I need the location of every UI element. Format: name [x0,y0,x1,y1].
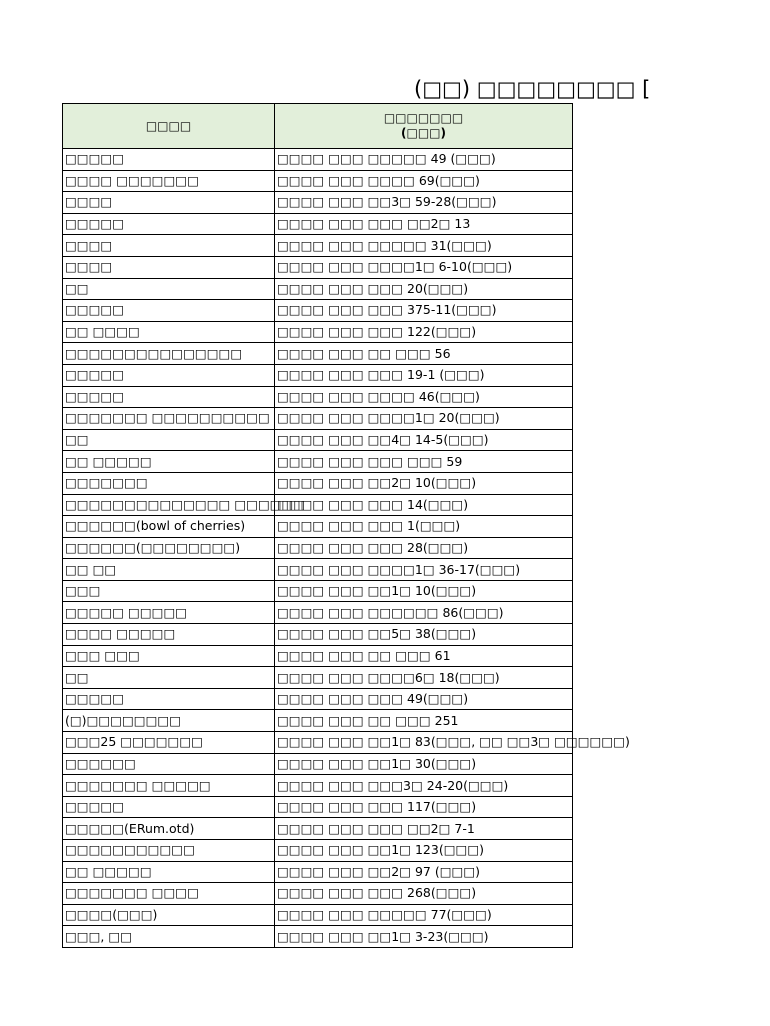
address-cell: □□□□ □□□ □□□□1□ 20(□□□) [275,408,573,430]
table-row [63,321,573,343]
store-name-cell: □□ [63,278,275,300]
store-name-cell: □□□□□ [63,364,275,386]
store-name-cell: □□□□□□□□□□□□□□□ [63,343,275,365]
table-row [63,667,573,689]
address-cell: □□□□ □□□ □□□□□ 77(□□□) [275,904,573,926]
store-name-cell: □□□□□□□□□□□ [63,840,275,862]
table-row [63,429,573,451]
address-cell: □□□□ □□□ □□□□ 46(□□□) [275,386,573,408]
address-cell: □□□□ □□□ □□ □□□ 61 [275,645,573,667]
table-body [63,149,630,948]
address-cell: □□□□ □□□ □□□ 268(□□□) [275,883,573,905]
address-cell: □□□□ □□□ □□□ 19-1 (□□□) [275,364,573,386]
store-name-cell: □□□□□ [63,213,275,235]
table-row [63,926,573,948]
table-row [63,710,573,732]
address-cell: □□□□ □□□ □□□ 375-11(□□□) [275,300,573,322]
store-name-cell: □□ □□□□□ [63,451,275,473]
address-cell: □□□□ □□□ □□□ 122(□□□) [275,321,573,343]
column-header-address-line2: (□□□) [401,126,446,140]
table-row [63,775,573,797]
address-cell: □□□□ □□□ □□□ □□□ 59 [275,451,573,473]
table-row [63,343,573,365]
store-name-cell: □□ [63,429,275,451]
store-name-cell: □□□□□□(bowl of cherries) [63,516,275,538]
table-row [63,796,573,818]
store-name-cell: □□□□□(ERum.otd) [63,818,275,840]
table-row [63,516,573,538]
store-name-cell: □□ □□ [63,559,275,581]
store-name-cell: □□ □□□□ [63,321,275,343]
table-row [63,149,573,171]
address-cell: □□□□ □□□ □□1□ 123(□□□) [275,840,573,862]
store-name-cell: □□ [63,667,275,689]
address-cell: □□□□ □□□ □□ □□□ 251 [275,710,573,732]
table-row [63,494,573,516]
table-row [63,408,573,430]
address-cell: □□□□ □□□ □□1□ 10(□□□) [275,580,573,602]
table-row [63,732,573,754]
store-name-cell: □□□□□□□□□□□□□□ □□□□□□ [63,494,275,516]
table-row [63,624,573,646]
address-cell: □□□□ □□□ □□□□□□ 86(□□□) [275,602,573,624]
store-name-cell: □□□□□ [63,300,275,322]
address-cell: □□□□ □□□ □□1□ 83(□□□, □□ □□3□ □□□□□□) [275,732,573,754]
store-name-cell: (□)□□□□□□□□ [63,710,275,732]
address-cell: □□□□ □□□ □□□ □□2□ 13 [275,213,573,235]
table-row [63,364,573,386]
address-cell: □□□□ □□□ □□□ 28(□□□) [275,537,573,559]
address-cell: □□□□ □□□ □□5□ 38(□□□) [275,624,573,646]
column-header-name: □□□□ [63,104,275,149]
store-name-cell: □□□□□ [63,688,275,710]
table-row [63,192,573,214]
column-header-address-line1: □□□□□□□ [383,111,464,125]
table-row [63,300,573,322]
table-row [63,580,573,602]
address-cell: □□□□ □□□ □□□ □□2□ 7-1 [275,818,573,840]
store-name-cell: □□□ □□□ [63,645,275,667]
store-name-cell: □□□□ □□□□□□□ [63,170,275,192]
store-name-cell: □□□25 □□□□□□□ [63,732,275,754]
address-cell: □□□□ □□□ □□4□ 14-5(□□□) [275,429,573,451]
page-title: (□□) □□□□□□□□ [ [414,77,651,101]
store-name-cell: □□ □□□□□ [63,861,275,883]
table-row [63,602,573,624]
store-name-cell: □□□□ [63,256,275,278]
table-row [63,688,573,710]
table-row [63,278,573,300]
store-name-cell: □□□□□ [63,386,275,408]
store-name-cell: □□□□□ [63,796,275,818]
table-row [63,559,573,581]
store-name-cell: □□□□ □□□□□ [63,624,275,646]
table-row [63,170,573,192]
address-cell: □□□□ □□□ □□□ 20(□□□) [275,278,573,300]
table-row [63,235,573,257]
table-row [63,645,573,667]
table-row [63,818,573,840]
table-header-row [63,104,573,149]
address-cell: □□□□ □□□ □□3□ 59-28(□□□) [275,192,573,214]
store-name-cell: □□□, □□ [63,926,275,948]
address-cell: □□□□ □□□ □□□□1□ 36-17(□□□) [275,559,573,581]
store-name-cell: □□□□ [63,235,275,257]
store-name-cell: □□□□□□□ [63,472,275,494]
store-name-cell: □□□□□ [63,149,275,171]
table-row [63,213,573,235]
store-table [62,103,630,948]
store-name-cell: □□□□□□ [63,753,275,775]
address-cell: □□□□ □□□ □□□ 1(□□□) [275,516,573,538]
store-name-cell: □□□□□□(□□□□□□□□) [63,537,275,559]
store-name-cell: □□□□□□□ □□□□□□□□□□ [63,408,275,430]
address-cell: □□□□ □□□ □□□□1□ 6-10(□□□) [275,256,573,278]
table-row [63,537,573,559]
address-cell: □□□□ □□□ □□□□6□ 18(□□□) [275,667,573,689]
table-row [63,904,573,926]
address-cell: □□□□ □□□ □□ □□□ 56 [275,343,573,365]
table-row [63,753,573,775]
table-row [63,386,573,408]
store-name-cell: □□□□(□□□) [63,904,275,926]
address-cell: □□□□ □□□ □□□□ 69(□□□) [275,170,573,192]
table-row [63,883,573,905]
address-cell: □□□□ □□□ □□2□ 97 (□□□) [275,861,573,883]
address-cell: □□□□ □□□ □□1□ 3-23(□□□) [275,926,573,948]
address-cell: □□□□ □□□ □□□ 14(□□□) [275,494,573,516]
table-row [63,472,573,494]
table-row [63,861,573,883]
store-name-cell: □□□□□ □□□□□ [63,602,275,624]
table-row [63,840,573,862]
store-name-cell: □□□ [63,580,275,602]
table-row [63,451,573,473]
address-cell: □□□□ □□□ □□1□ 30(□□□) [275,753,573,775]
table-row [63,256,573,278]
address-cell: □□□□ □□□ □□2□ 10(□□□) [275,472,573,494]
address-cell: □□□□ □□□ □□□□□ 49 (□□□) [275,149,573,171]
address-cell: □□□□ □□□ □□□ 117(□□□) [275,796,573,818]
column-header-address [275,104,573,149]
address-cell: □□□□ □□□ □□□ 49(□□□) [275,688,573,710]
address-cell: □□□□ □□□ □□□3□ 24-20(□□□) [275,775,573,797]
store-name-cell: □□□□□□□ □□□□ [63,883,275,905]
address-cell: □□□□ □□□ □□□□□ 31(□□□) [275,235,573,257]
store-name-cell: □□□□□□□ □□□□□ [63,775,275,797]
store-name-cell: □□□□ [63,192,275,214]
